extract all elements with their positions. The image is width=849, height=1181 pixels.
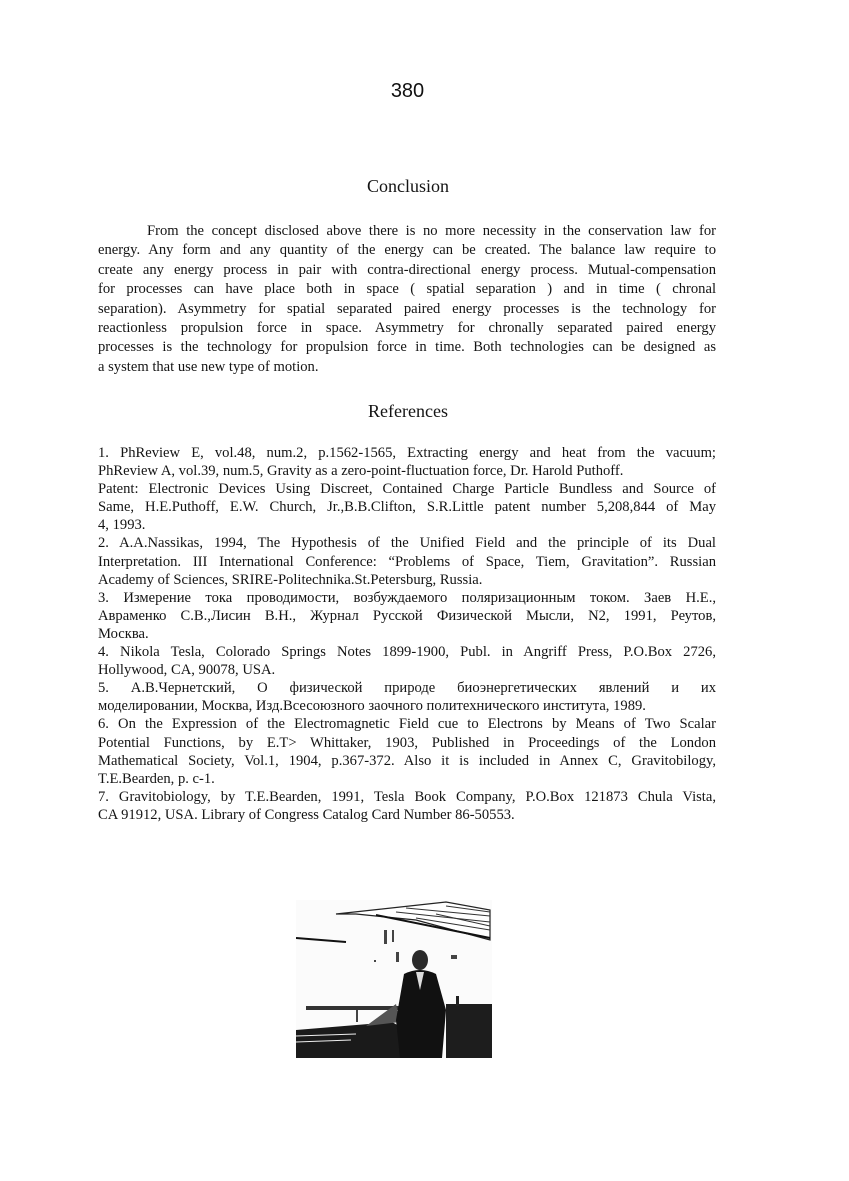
reference-line: Hollywood, CA, 90078, USA.	[98, 662, 276, 679]
reference-line: 2. A.A.Nassikas, 1994, The Hypothesis of the Unified Field and the principle of its Dual	[98, 535, 716, 552]
conclusion-heading: Conclusion	[366, 176, 449, 196]
reference-line: Same, H.E.Puthoff, E.W. Church, Jr.,B.B.Clifton, S.R.Little patent number 5,208,844 of May	[98, 499, 716, 516]
reference-line: PhReview A, vol.39, num.5, Gravity as a zero-point-fluctuation force, Dr. Harold Puthoff.	[98, 463, 624, 480]
reference-line: 4. Nikola Tesla, Colorado Springs Notes 1899-1900, Publ. in Angriff Press, P.O.Box 2726,	[98, 644, 716, 661]
reference-line: Москва.	[98, 625, 149, 642]
photo-image	[296, 900, 492, 1058]
reference-line: Mathematical Society, Vol.1, 1904, p.367-372. Also it is included in Annex C, Gravitobilogy,	[98, 752, 716, 769]
reference-item	[98, 444, 716, 480]
reference-line: Interpretation. III International Conference: “Problems of Space, Tiem, Gravitation”. Russian	[98, 553, 716, 570]
conclusion-line: energy. Any form and any quantity of the energy can be created. The balance law require to	[98, 242, 716, 259]
reference-line: 4, 1993.	[98, 517, 146, 534]
reference-item	[98, 679, 716, 715]
reference-line: Potential Functions, by E.T> Whittaker, 1903, Published in Proceedings of the London	[98, 734, 716, 751]
references-list	[98, 444, 716, 824]
reference-line: 3. Измерение тока проводимости, возбуждаемого поляризационным током. Заев Н.Е.,	[98, 589, 716, 606]
page-number: 380	[390, 80, 425, 102]
reference-item	[98, 788, 716, 824]
reference-line: Patent: Electronic Devices Using Discreet, Contained Charge Particle Bundless and Source of	[98, 481, 716, 498]
conclusion-line: From the concept disclosed above there is no more necessity in the conservation law for	[147, 223, 716, 239]
conclusion-line: processes is the technology for propulsion force in time. Both technologies can be designed as	[98, 339, 716, 356]
reference-item	[98, 643, 716, 679]
reference-item	[98, 534, 716, 588]
reference-line: Авраменко С.В.,Лисин В.Н., Журнал Русской Физической Мысли, N2, 1991, Реутов,	[98, 607, 716, 624]
conclusion-line: a system that use new type of motion.	[98, 358, 319, 375]
reference-line: 7. Gravitobiology, by T.E.Bearden, 1991, Tesla Book Company, P.O.Box 121873 Chula Vista,	[98, 788, 716, 805]
reference-line: T.E.Bearden, p. c-1.	[98, 770, 215, 787]
reference-item	[98, 715, 716, 787]
conclusion-line: reactionless propulsion force in space. Asymmetry for chronally separated paired energy	[98, 320, 716, 337]
reference-line: Academy of Sciences, SRIRE-Politechnika.St.Petersburg, Russia.	[98, 571, 483, 588]
conclusion-line: separation). Asymmetry for spatial separated paired energy processes is the technology for	[98, 300, 716, 317]
reference-item	[98, 480, 716, 534]
reference-line: CA 91912, USA. Library of Congress Catalog Card Number 86-50553.	[98, 806, 515, 823]
reference-line: моделировании, Москва, Изд.Всесоюзного заочного политехнического института, 1989.	[98, 698, 646, 715]
references-heading: References	[368, 401, 448, 421]
conclusion-line: for processes can have place both in space ( spatial separation ) and in time ( chronal	[98, 281, 716, 298]
reference-line: 6. On the Expression of the Electromagnetic Field cue to Electrons by Means of Two Scalar	[98, 716, 716, 733]
conclusion-paragraph	[98, 222, 716, 377]
reference-item	[98, 589, 716, 643]
reference-line: 1. PhReview E, vol.48, num.2, p.1562-1565, Extracting energy and heat from the vacuum;	[98, 445, 716, 461]
reference-line: 5. А.В.Чернетский, О физической природе биоэнергетических явлений и их	[98, 680, 716, 697]
conclusion-line: create any energy process in pair with contra-directional energy process. Mutual-compensation	[98, 261, 716, 278]
